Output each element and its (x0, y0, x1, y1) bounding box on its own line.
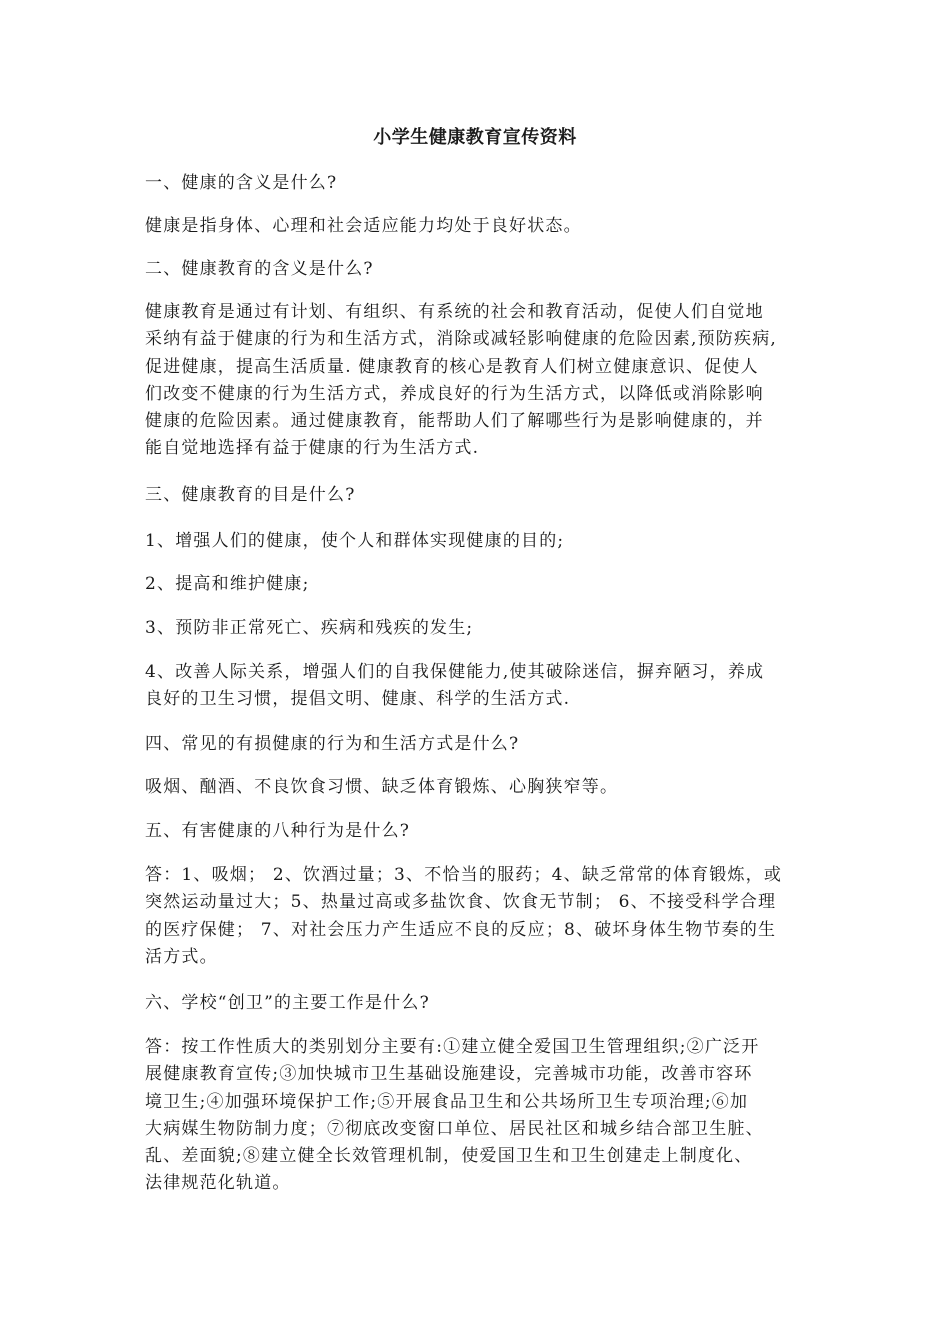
heading-harmful-behaviors (145, 731, 810, 758)
text-line: 2、提高和维护健康; (145, 574, 310, 594)
list-item-goal-2 (145, 571, 810, 598)
text-line: 答：按工作性质大的类别划分主要有:①建立健全爱国卫生管理组织;②广泛开 (145, 1037, 760, 1057)
text-line: 法律规范化轨道。 (145, 1173, 291, 1194)
text-line: 一、健康的含义是什么? (145, 173, 338, 193)
text-line: 四、常见的有损健康的行为和生活方式是什么? (145, 734, 520, 754)
text-line: 三、健康教育的目是什么? (145, 485, 356, 505)
paragraph-health-education-definition (145, 299, 810, 463)
list-item-goal-3 (145, 615, 810, 642)
text-line: 五、有害健康的八种行为是什么? (145, 821, 411, 841)
text-line: 健康的危险因素。通过健康教育，能帮助人们了解哪些行为是影响健康的，并 (145, 411, 764, 432)
paragraph-school-chuangwei (145, 1034, 810, 1198)
text-line: 促进健康，提高生活质量. 健康教育的核心是教育人们树立健康意识、促使人 (145, 356, 759, 377)
text-line: 突然运动量过大；5、热量过高或多盐饮食、饮食无节制； 6、不接受科学合理 (145, 892, 777, 913)
paragraph-eight-behaviors (145, 862, 810, 971)
text-line: 展健康教育宣传;③加快城市卫生基础设施建设，完善城市功能，改善市容环 (145, 1064, 753, 1085)
text-line: 答：1、吸烟； 2、饮酒过量；3、不恰当的服药；4、缺乏常常的体育锻炼，或 (145, 865, 783, 885)
heading-eight-behaviors (145, 818, 810, 845)
text-line: 的医疗保健； 7、对社会压力产生适应不良的反应；8、破坏身体生物节奏的生 (145, 919, 777, 940)
text-line: 活方式。 (145, 946, 218, 967)
text-line: 良好的卫生习惯，提倡文明、健康、科学的生活方式. (145, 689, 571, 710)
text-line: 二、健康教育的含义是什么? (145, 259, 374, 279)
text-line: 们改变不健康的行为生活方式，养成良好的行为生活方式，以降低或消除影响 (145, 383, 764, 404)
heading-health-education-meaning (145, 256, 810, 283)
text-line: 采纳有益于健康的行为和生活方式，消除或减轻影响健康的危险因素,预防疾病, (145, 329, 778, 350)
text-line: 3、预防非正常死亡、疾病和残疾的发生; (145, 618, 474, 638)
paragraph-health-definition (145, 213, 810, 240)
document-title: 小学生健康教育宣传资料 (373, 127, 577, 148)
text-line: 乱、差面貌;⑧建立健全长效管理机制，使爱国卫生和卫生创建走上制度化、 (145, 1146, 753, 1167)
list-item-goal-1 (145, 528, 810, 555)
heading-school-chuangwei (145, 990, 810, 1017)
text-line: 1、增强人们的健康，使个人和群体实现健康的目的; (145, 531, 565, 551)
heading-health-meaning (145, 170, 810, 197)
text-line: 能自觉地选择有益于健康的行为生活方式. (145, 438, 480, 459)
heading-health-education-goals (145, 482, 810, 509)
text-line: 大病媒生物防制力度；⑦彻底改变窗口单位、居民社区和城乡结合部卫生脏、 (145, 1118, 764, 1139)
list-item-goal-4 (145, 659, 810, 714)
text-line: 六、学校“创卫”的主要工作是什么? (145, 993, 430, 1013)
paragraph-harmful-behaviors (145, 774, 810, 801)
text-line: 吸烟、酗酒、不良饮食习惯、缺乏体育锻炼、心胸狭窄等。 (145, 777, 619, 797)
text-line: 健康是指身体、心理和社会适应能力均处于良好状态。 (145, 216, 582, 236)
text-line: 4、改善人际关系，增强人们的自我保健能力,使其破除迷信，摒弃陋习，养成 (145, 662, 765, 682)
text-line: 境卫生;④加强环境保护工作;⑤开展食品卫生和公共场所卫生专项治理;⑥加 (145, 1091, 749, 1112)
text-line: 健康教育是通过有计划、有组织、有系统的社会和教育活动，促使人们自觉地 (145, 302, 764, 322)
